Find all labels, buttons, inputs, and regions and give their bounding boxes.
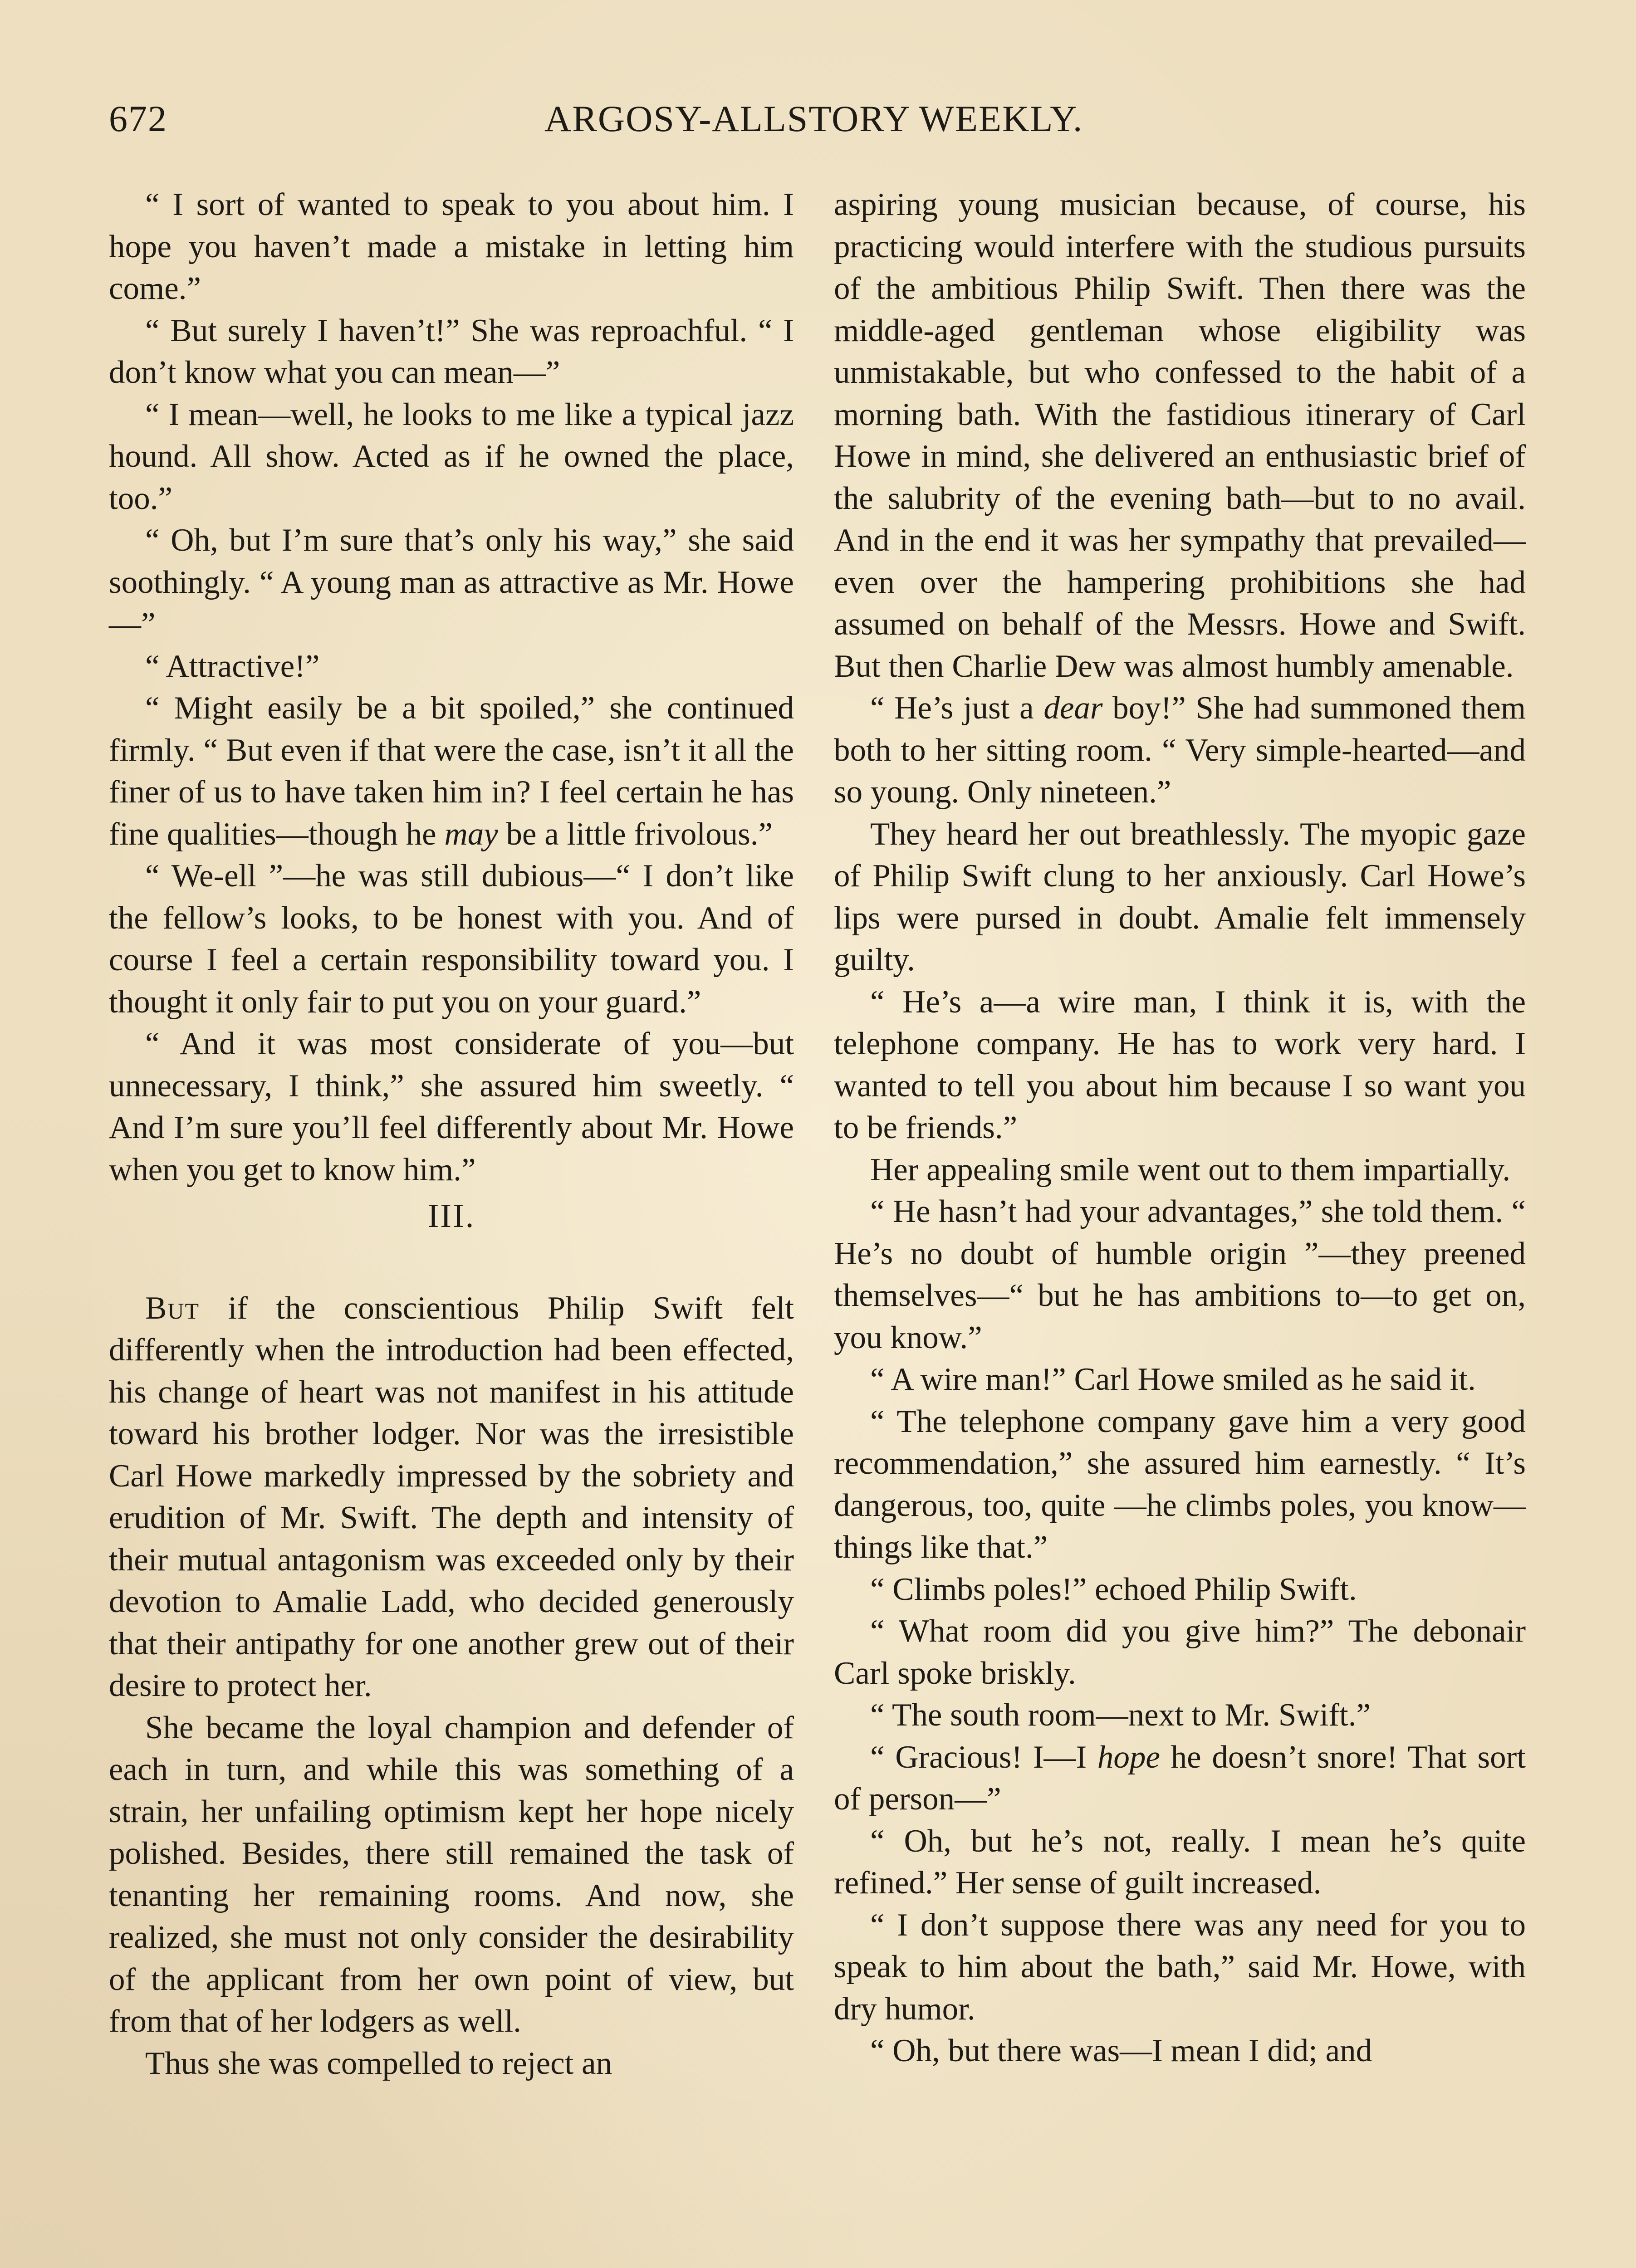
- paragraph: “ Attractive!”: [145, 648, 320, 684]
- paragraph-text: “ He’s just a: [870, 690, 1044, 726]
- paragraph: [834, 687, 1526, 813]
- paragraph: [834, 1736, 1526, 1820]
- paragraph: “ But surely I haven’t!” She was reproachful. “ I don’t know what you can mean—”: [109, 313, 794, 390]
- paragraph: aspiring young musician because, of course, his practicing would interfere with the studious pursuits of the ambitious Philip Swift. Then there was the middle-aged gentleman whose eligibility was unmistakable, but who confessed to the habit of a morning bath. With the fastidious itinerary of Carl Howe in mind, she delivered an enthusiastic brief of the salubrity of the evening bath—but to no avail. And in the end it was her sympathy that prevailed—even over the hampering prohibitions she had assumed on behalf of the Messrs. Howe and Swift. But then Charlie Dew was almost humbly amenable.: [834, 187, 1526, 684]
- page-header: [109, 98, 1527, 147]
- paragraph: “ I sort of wanted to speak to you about him. I hope you haven’t made a mistake in letting him come.”: [109, 187, 794, 306]
- paragraph: “ He hasn’t had your advantages,” she told them. “ He’s no doubt of humble origin ”—they preened themselves—“ but he has ambitions to—to get on, you know.”: [834, 1194, 1526, 1355]
- emphasis: dear: [1043, 690, 1103, 726]
- paragraph: [109, 1287, 794, 1707]
- section-heading: III.: [427, 1198, 475, 1235]
- running-head: ARGOSY-ALLSTORY WEEKLY.: [544, 98, 1083, 139]
- paragraph: “ Oh, but I’m sure that’s only his way,” she said soothingly. “ A young man as attractive as Mr. Howe—”: [109, 523, 794, 642]
- paragraph: “ The telephone company gave him a very good recommendation,” she assured him earnestly. “ It’s dangerous, too, quite —he climbs poles, you know—things like that.”: [834, 1403, 1526, 1565]
- lead-in-word: But: [145, 1290, 200, 1326]
- paragraph: “ The south room—next to Mr. Swift.”: [870, 1697, 1371, 1733]
- paragraph: They heard her out breathlessly. The myopic gaze of Philip Swift clung to her anxiously. Carl Howe’s lips were pursed in doubt. Amalie felt immensely guilty.: [834, 816, 1526, 978]
- paragraph: “ He’s a—a wire man, I think it is, with the telephone company. He has to work very hard. I wanted to tell you about him because I so want you to be friends.”: [834, 984, 1526, 1145]
- paragraph: [109, 687, 794, 855]
- paragraph: Thus she was compelled to reject an: [145, 2045, 612, 2081]
- paragraph: “ I mean—well, he looks to me like a typical jazz hound. All show. Acted as if he owned the place, too.”: [109, 396, 794, 516]
- paragraph: “ We-ell ”—he was still dubious—“ I don’t like the fellow’s looks, to be honest with you. And of course I feel a certain responsibility toward you. I thought it only fair to put you on your guard.”: [109, 858, 794, 1020]
- paragraph: Her appealing smile went out to them impartially.: [870, 1152, 1511, 1188]
- paragraph-text: “ Gracious! I—I: [870, 1739, 1097, 1775]
- paragraph: “ A wire man!” Carl Howe smiled as he said it.: [870, 1362, 1476, 1397]
- paragraph: “ What room did you give him?” The debonair Carl spoke briskly.: [834, 1613, 1526, 1691]
- paragraph: “ Climbs poles!” echoed Philip Swift.: [870, 1571, 1357, 1607]
- paragraph: “ Oh, but there was—I mean I did; and: [870, 2033, 1372, 2068]
- paragraph: “ I don’t suppose there was any need for you to speak to him about the bath,” said Mr. Howe, with dry humor.: [834, 1907, 1526, 2027]
- paragraph: “ Oh, but he’s not, really. I mean he’s quite refined.” Her sense of guilt increased.: [834, 1823, 1526, 1901]
- paragraph-text: he doesn’t snore! That sort of person—”: [834, 1739, 1526, 1817]
- right-column: [834, 184, 1526, 2072]
- paragraph-text: boy!” She had summoned them both to her sitting room. “ Very simple-hearted—and so young. Only nineteen.”: [834, 690, 1526, 810]
- paragraph-text: be a little frivolous.”: [498, 816, 773, 852]
- paragraph: “ And it was most considerate of you—but unnecessary, I think,” she assured him sweetly. “ And I’m sure you’ll feel differently about Mr. Howe when you get to know him.”: [109, 1026, 794, 1188]
- page-number: 672: [109, 98, 167, 139]
- left-column: [109, 184, 794, 2084]
- emphasis: hope: [1097, 1739, 1160, 1775]
- paragraph-text: if the conscientious Philip Swift felt differently when the introduction had been effected, his change of heart was not manifest in his attitude toward his brother lodger. Nor was the irresistible Carl Howe markedly impressed by the sobriety and erudition of Mr. Swift. The depth and intensity of their mutual antagonism was exceeded only by their devotion to Amalie Ladd, who decided generously that their antipathy for one another grew out of their desire to protect her.: [109, 1290, 794, 1703]
- emphasis: may: [444, 816, 498, 852]
- paragraph-text: “ Might easily be a bit spoiled,” she continued firmly. “ But even if that were the case, isn’t it all the finer of us to have taken him in? I feel certain he has fine qualities—though he: [109, 690, 794, 852]
- paragraph: She became the loyal champion and defender of each in turn, and while this was something of a strain, her unfailing optimism kept her hope nicely polished. Besides, there still remained the task of tenanting her remaining rooms. And now, she realized, she must not only consider the desirability of the applicant from her own point of view, but from that of her lodgers as well.: [109, 1710, 794, 2039]
